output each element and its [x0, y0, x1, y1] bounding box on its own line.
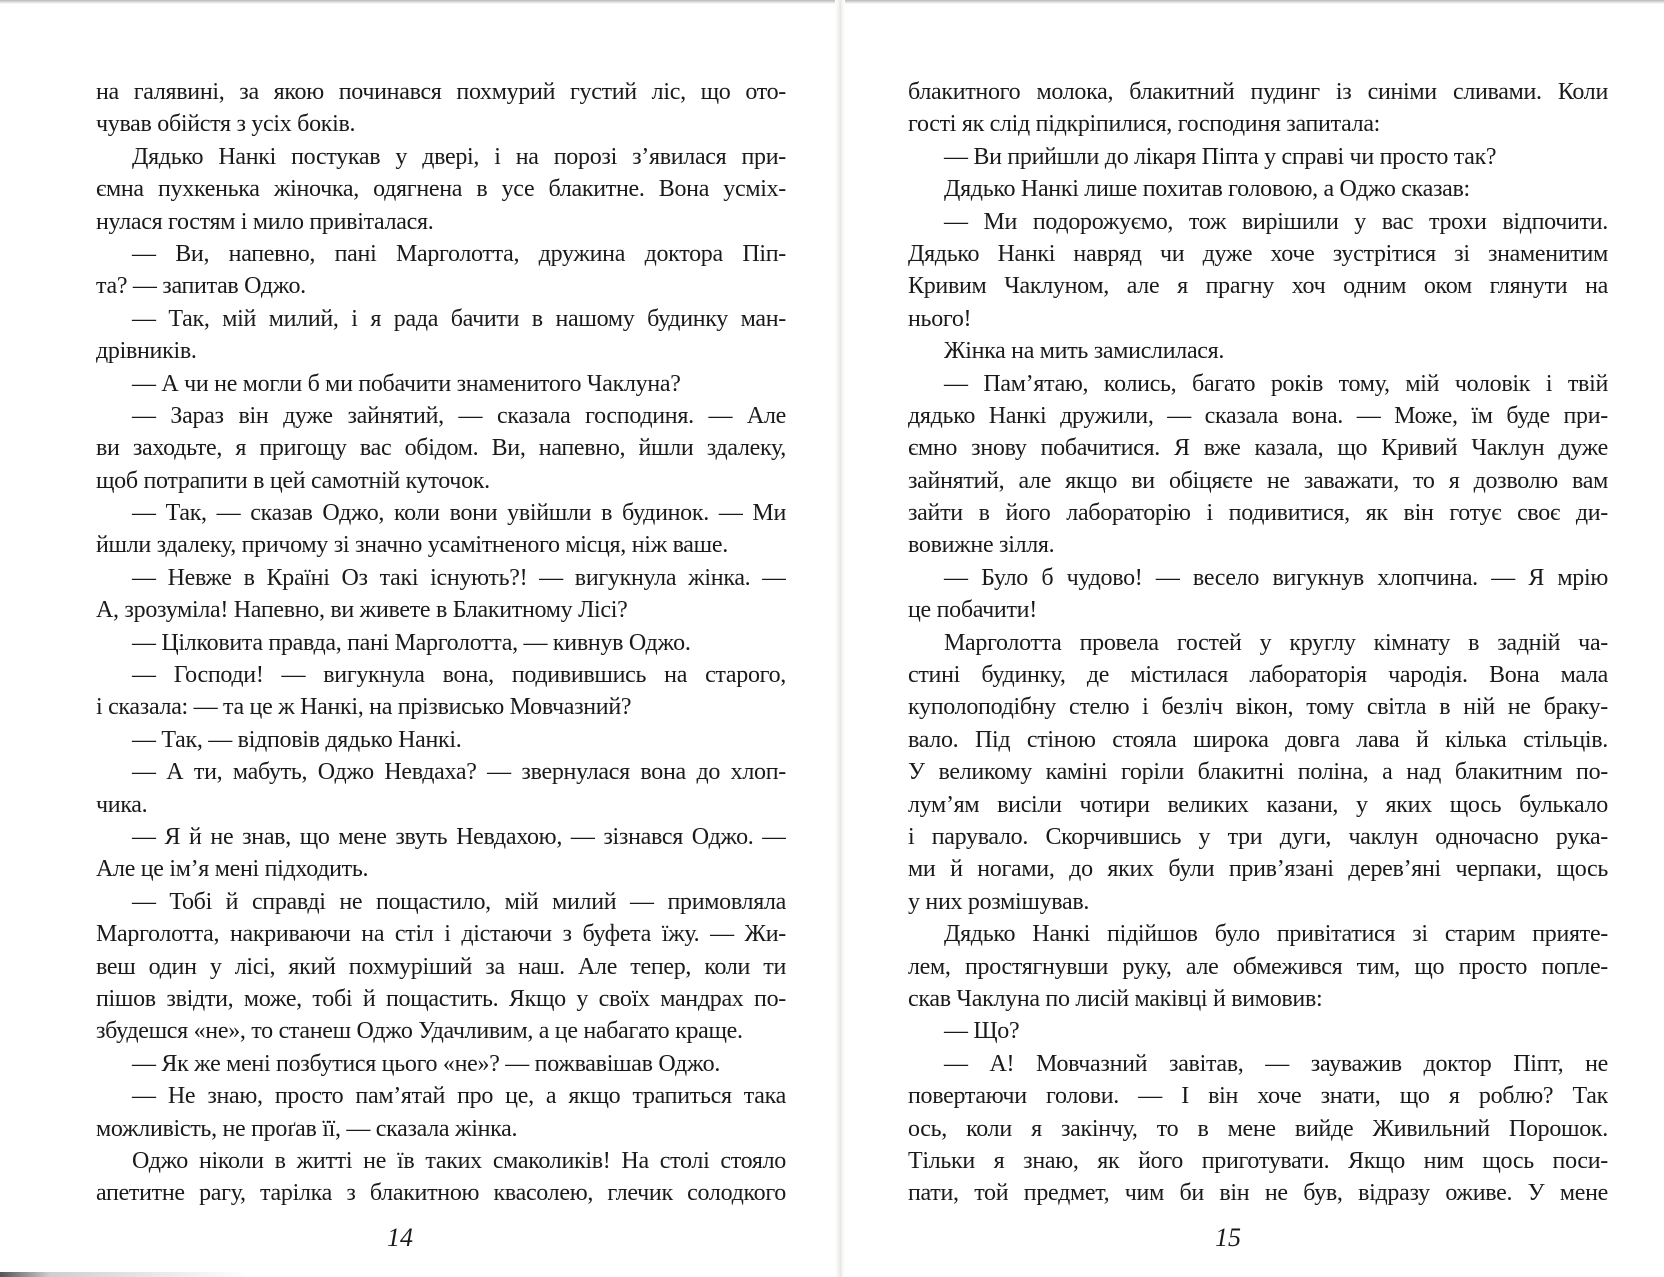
text-line: — Так, мій милий, і я рада бачити в нашому будинку ман-: [132, 305, 786, 332]
text-line: — Так, — сказав Оджо, коли вони увійшли в будинок. — Ми: [132, 500, 786, 527]
text-line: Дядько Нанкі лише похитав головою, а Оджо сказав:: [944, 176, 1470, 203]
text-line: скав Чаклуна по лисій маківці й вимовив:: [908, 985, 1323, 1012]
text-line: Дядько Нанкі навряд чи дуже хоче зустрітися зі знаменитим: [908, 240, 1608, 267]
text-line: вало. Під стіною стояла широка довга лава й кілька стільців.: [908, 726, 1608, 753]
text-line: у них розмішував.: [908, 888, 1090, 915]
text-line: на галявині, за якою починався похмурий густий ліс, що ото-: [96, 79, 786, 105]
text-line: і сказала: — та це ж Нанкі, на прізвисько Мовчазний?: [96, 694, 632, 721]
text-line: — Було б чудово! — весело вигукнув хлопчина. — Я мрію: [944, 564, 1608, 591]
text-line: повертаючи голови. — І він хоче знати, що я роблю? Так: [908, 1083, 1608, 1110]
text-line: — Так, — відповів дядько Нанкі.: [132, 726, 462, 753]
text-line: Дядько Нанкі підійшов було привітатися зі старим прияте-: [944, 921, 1608, 948]
right-page-text: [908, 76, 1608, 1210]
text-line: — Не знаю, просто пам’ятай про це, а якщо трапиться така: [132, 1083, 786, 1110]
book-gutter: [835, 0, 845, 1277]
text-line: А, зрозуміла! Напевно, ви живете в Блакитному Лісі?: [96, 597, 628, 624]
text-line: збудешся «не», то станеш Оджо Удачливим, а це набагато краще.: [96, 1018, 743, 1045]
text-line: блакитного молока, блакитний пудинг із синіми сливами. Коли: [908, 79, 1608, 105]
text-line: ми й ногами, до яких були прив’язані дерев’яні черпаки, щось: [908, 856, 1608, 883]
text-line: гості як слід підкріпилися, господиня запитала:: [908, 111, 1381, 138]
text-line: апетитне рагу, тарілка з блакитною квасолею, глечик солодкого: [96, 1180, 786, 1207]
text-line: та? — запитав Оджо.: [96, 273, 306, 300]
text-line: дядько Нанкі дружили, — сказала вона. — Може, їм буде при-: [908, 402, 1608, 429]
text-line: дрівників.: [96, 338, 197, 365]
text-line: Оджо ніколи в житті не їв таких смаколиків! На столі стояло: [132, 1147, 786, 1174]
text-line: — Пам’ятаю, колись, багато років тому, мій чоловік і твій: [944, 370, 1608, 397]
right-page: [845, 0, 1664, 1277]
text-line: лем, простягнувши руку, але обмежився тим, що просто попле-: [908, 953, 1608, 980]
text-line: куполоподібну стелю і безліч вікон, тому світла в ній не браку-: [908, 694, 1608, 721]
text-line: — Ми подорожуємо, тож вирішили у вас трохи відпочити.: [944, 208, 1608, 235]
text-line: — Що?: [944, 1018, 1020, 1045]
text-line: щоб потрапити в цей самотній куточок.: [96, 467, 490, 494]
text-line: Дядько Нанкі постукав у двері, і на порозі з’явилася при-: [132, 143, 786, 170]
text-line: зайти в його лабораторію і подивитися, як він готує своє ди-: [908, 500, 1608, 527]
text-line: лум’ям висіли чотири великих казани, у яких щось булькало: [908, 791, 1608, 818]
text-line: — Господи! — вигукнула вона, подивившись на старого,: [132, 662, 786, 689]
left-page-number: 14: [387, 1223, 413, 1252]
text-line: вовижне зілля.: [908, 532, 1055, 559]
text-line: йшли здалеку, причому зі значно усамітненого місця, ніж ваше.: [96, 532, 728, 559]
text-line: — Цілковита правда, пані Марголотта, — кивнув Оджо.: [132, 629, 691, 656]
text-line: — Ви прийшли до лікаря Піпта у справі чи просто так?: [944, 143, 1497, 170]
text-line: веш один у лісі, який похмуріший за наш. Але тепер, коли ти: [96, 953, 786, 980]
text-line: нулася гостям і мило привіталася.: [96, 208, 434, 235]
text-line: У великому каміні горіли блакитні поліна, а над блакитним по-: [908, 759, 1608, 786]
text-line: — А! Мовчазний завітав, — зауважив доктор Піпт, не: [944, 1050, 1608, 1077]
text-line: можливість, не проґав її, — сказала жінка.: [96, 1115, 518, 1142]
text-line: Марголотта провела гостей у круглу кімнату в задній ча-: [944, 629, 1608, 656]
text-line: чував обійстя з усіх боків.: [96, 111, 356, 138]
text-line: і парувало. Скорчившись у три дуги, чаклун одночасно рука-: [908, 823, 1608, 850]
text-line: — Як же мені позбутися цього «не»? — пожвавішав Оджо.: [132, 1050, 721, 1077]
text-line: — Зараз він дуже зайнятий, — сказала господиня. — Але: [132, 402, 786, 429]
text-line: стині будинку, де містилася лабораторія чародія. Вона мала: [908, 662, 1608, 689]
text-line: пішов звідти, може, тобі й пощастить. Якщо у своїх мандрах по-: [96, 985, 786, 1012]
text-line: — Невже в Країні Оз такі існують?! — вигукнула жінка. —: [132, 564, 786, 591]
text-line: Марголотта, накриваючи на стіл і дістаючи з буфета їжу. — Жи-: [96, 921, 786, 948]
text-line: ви заходьте, я пригощу вас обідом. Ви, напевно, йшли здалеку,: [96, 435, 786, 462]
text-line: — А чи не могли б ми побачити знаменитого Чаклуна?: [132, 370, 681, 397]
text-line: — А ти, мабуть, Оджо Невдаха? — звернулася вона до хлоп-: [132, 759, 786, 786]
text-line: Кривим Чаклуном, але я прагну хоч одним оком глянути на: [908, 273, 1608, 300]
text-line: ось, коли я закінчу, то в мене вийде Живильний Порошок.: [908, 1115, 1608, 1142]
right-page-number: 15: [1215, 1223, 1241, 1252]
text-line: — Ви, напевно, пані Марголотта, дружина доктора Піп-: [132, 240, 786, 267]
text-line: чика.: [96, 791, 148, 818]
text-line: Жінка на мить замислилася.: [944, 338, 1225, 365]
text-line: пати, той предмет, чим би він не був, відразу оживе. У мене: [908, 1180, 1608, 1207]
text-line: Але це ім’я мені підходить.: [96, 856, 369, 883]
text-line: зайнятий, але якщо ви обіцяєте не заважати, то я дозволю вам: [908, 467, 1608, 494]
left-page-text: [96, 76, 786, 1210]
text-line: — Я й не знав, що мене звуть Невдахою, — зізнався Оджо. —: [132, 823, 786, 850]
text-line: нього!: [908, 305, 972, 332]
text-line: це побачити!: [908, 597, 1037, 624]
text-line: ємно знову побачитися. Я вже казала, що Кривий Чаклун дуже: [908, 435, 1608, 462]
scan-bottom-edge: [0, 1272, 836, 1277]
text-line: — Тобі й справді не пощастило, мій милий — примовляла: [132, 888, 786, 915]
text-line: ємна пухкенька жіночка, одягнена в усе блакитне. Вона усміх-: [96, 176, 786, 203]
text-line: Тільки я знаю, як його приготувати. Якщо ним щось поси-: [908, 1147, 1608, 1174]
